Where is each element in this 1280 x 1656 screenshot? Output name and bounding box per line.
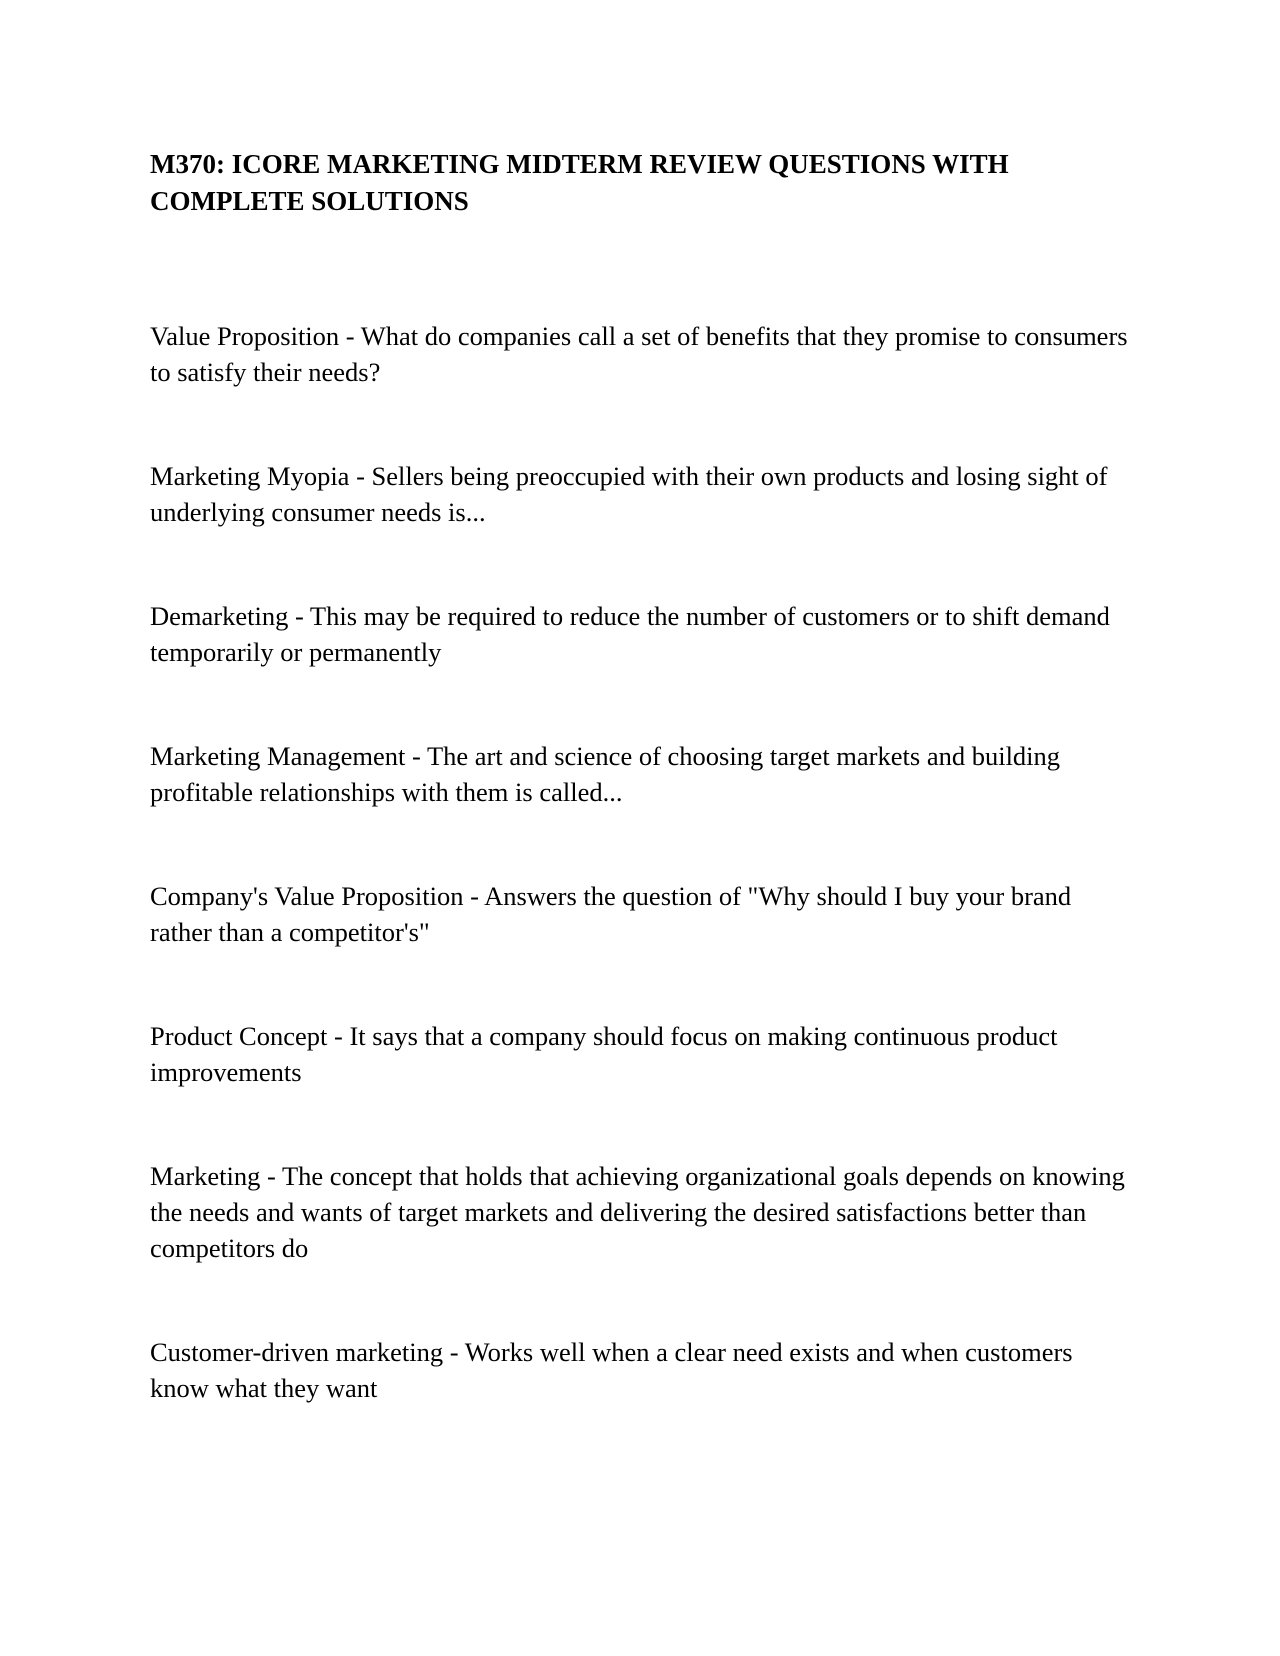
document-title: M370: ICORE MARKETING MIDTERM REVIEW QUESTIONS WITH COMPLETE SOLUTIONS xyxy=(150,149,1009,216)
entry-marketing-management: Marketing Management - The art and science of choosing target markets and building profitable relationships with them is called... xyxy=(150,741,1061,807)
entry-demarketing: Demarketing - This may be required to reduce the number of customers or to shift demand temporarily or permanently xyxy=(150,601,1110,667)
entry-list xyxy=(150,318,1130,1406)
entry-product-concept: Product Concept - It says that a company should focus on making continuous product improvements xyxy=(150,1021,1058,1087)
entry-customer-driven-marketing: Customer-driven marketing - Works well when a clear need exists and when customers know what they want xyxy=(150,1337,1073,1403)
document-content xyxy=(150,146,1130,1474)
entry-company-value-proposition: Company's Value Proposition - Answers the question of "Why should I buy your brand rather than a competitor's" xyxy=(150,881,1072,947)
entry-marketing-myopia: Marketing Myopia - Sellers being preoccupied with their own products and losing sight of underlying consumer needs is... xyxy=(150,461,1108,527)
entry-marketing: Marketing - The concept that holds that achieving organizational goals depends on knowing the needs and wants of target markets and delivering the desired satisfactions better than competitors do xyxy=(150,1161,1125,1263)
entry-value-proposition: Value Proposition - What do companies call a set of benefits that they promise to consumers to satisfy their needs? xyxy=(150,321,1128,387)
